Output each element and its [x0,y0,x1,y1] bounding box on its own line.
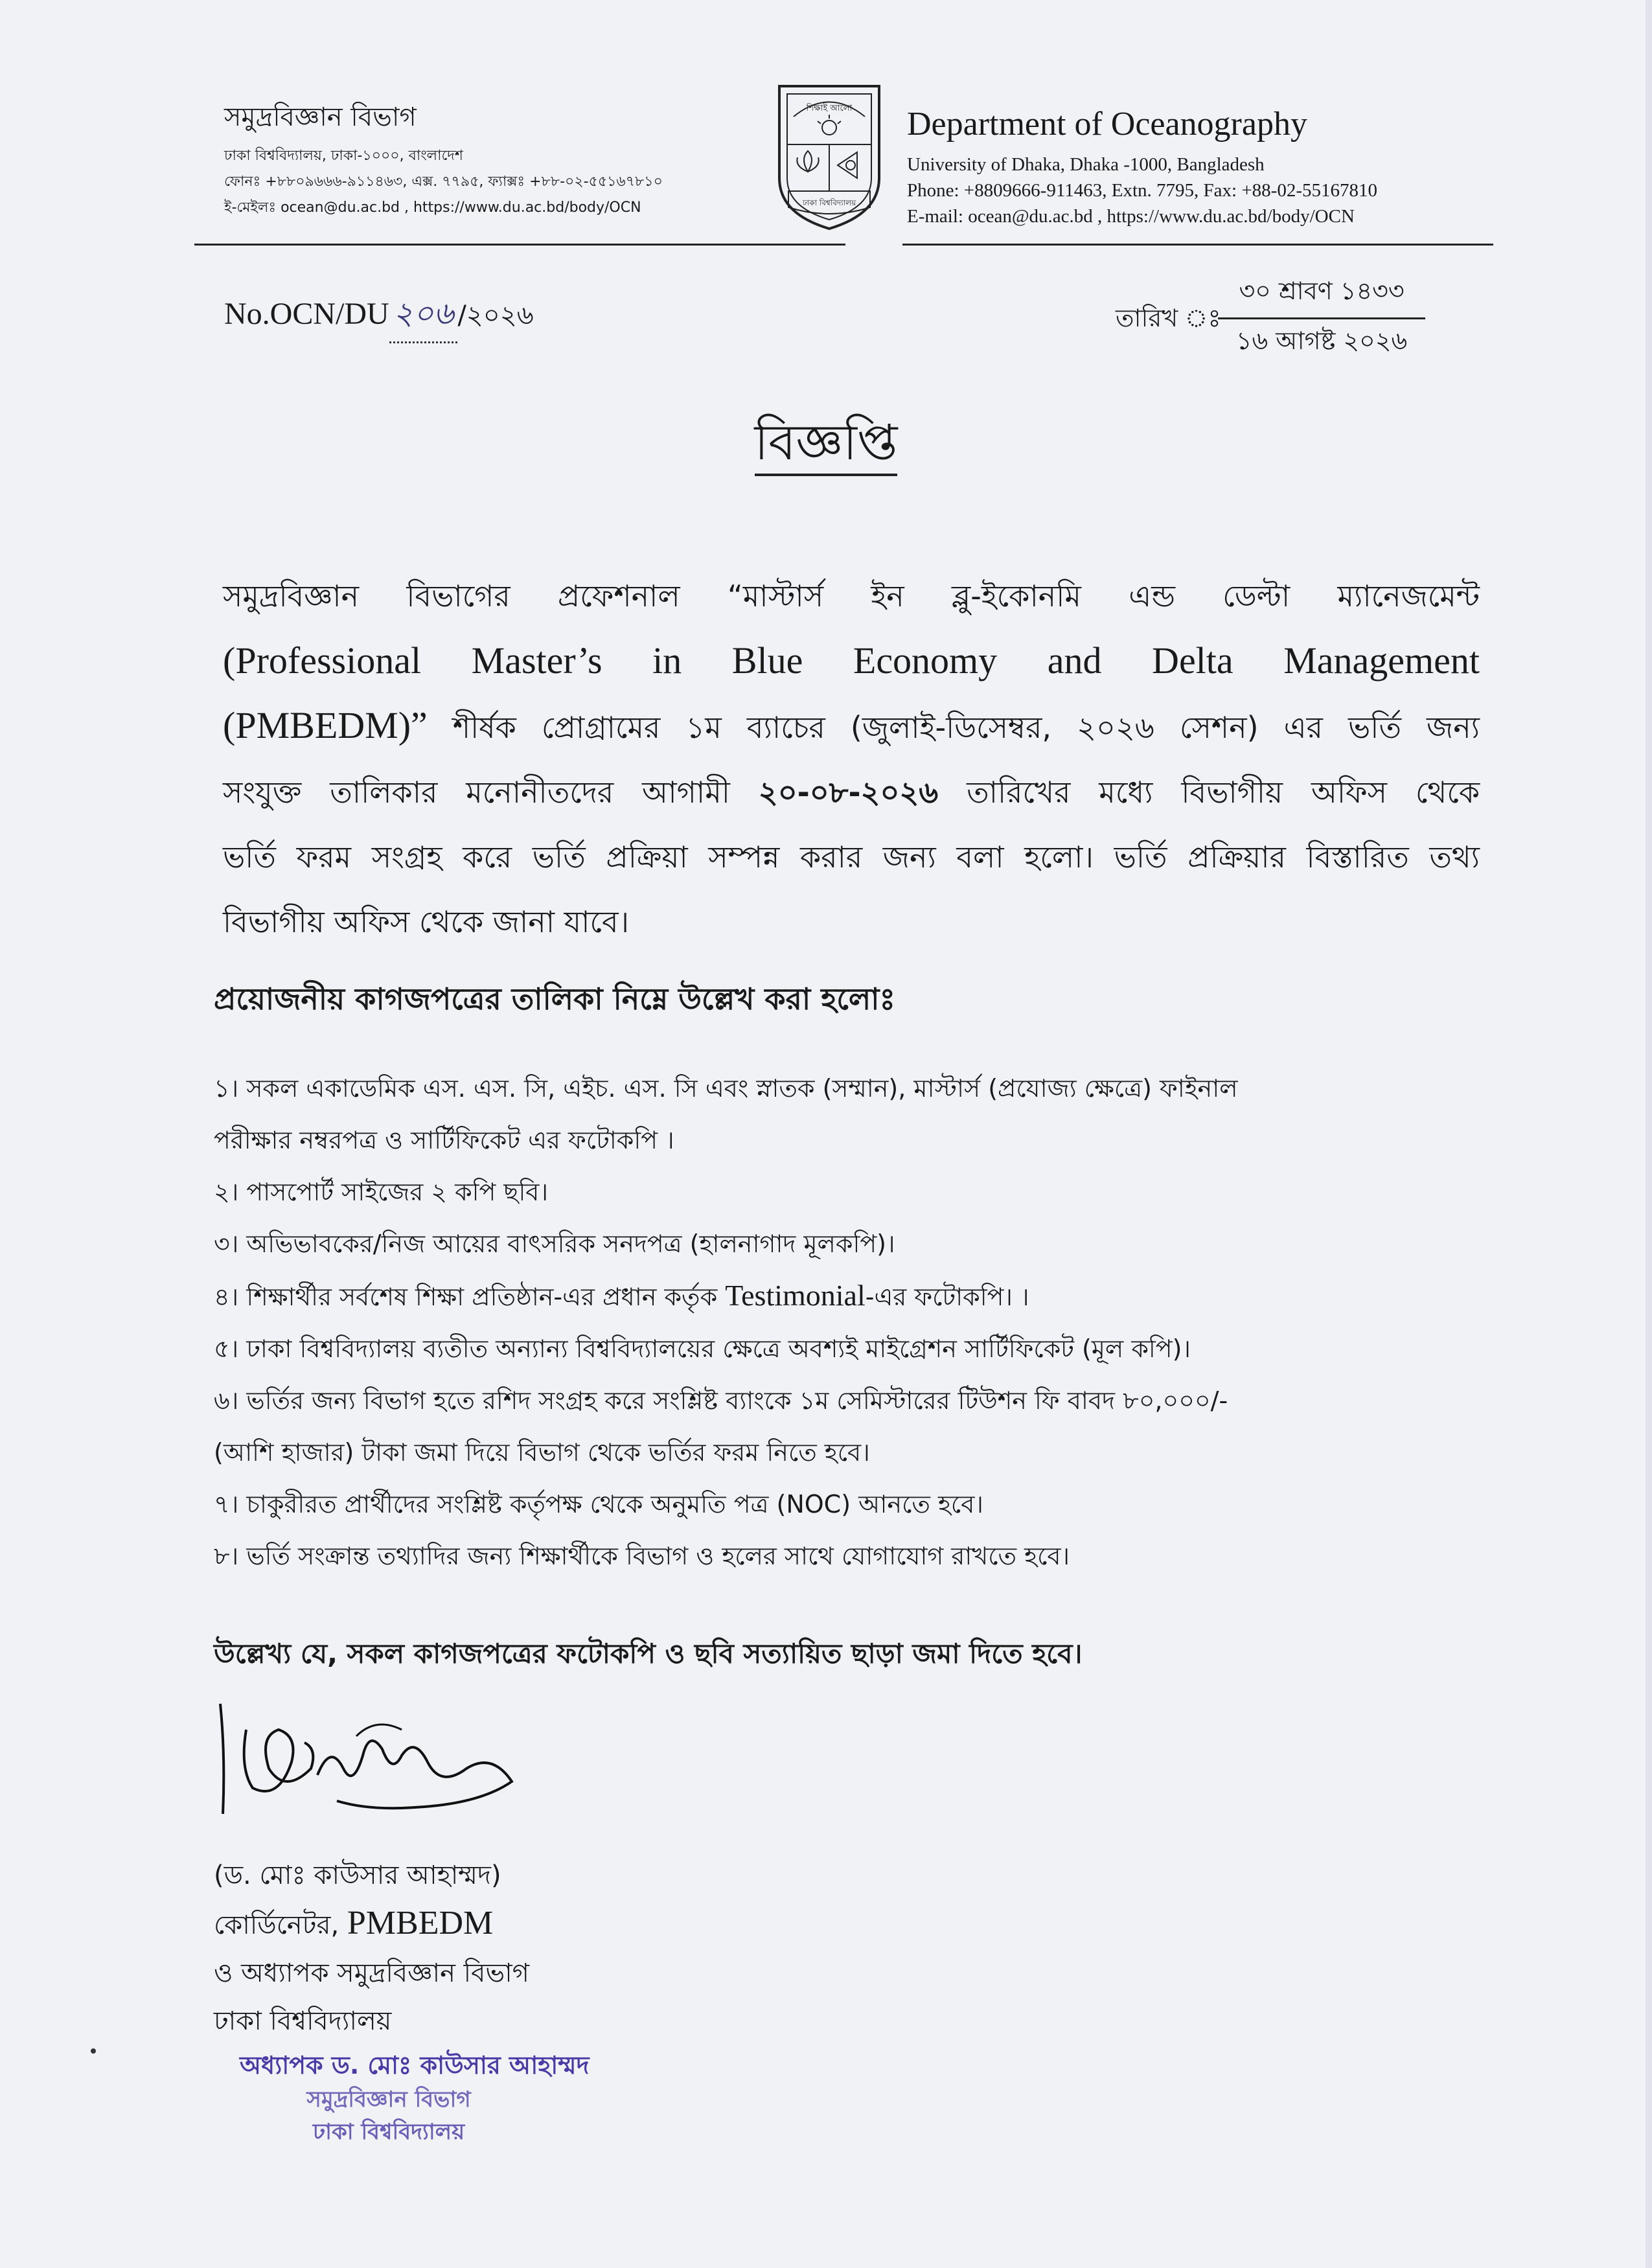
signatory-name: (ড. মোঃ কাউসার আহাম্মদ) [214,1861,501,1890]
phone-bn: ফোনঃ +৮৮০৯৬৬৬-৯১১৪৬৩, এক্স. ৭৭৯৫, ফ্যাক্সঃ +৮৮-০২-৫৫১৬৭৮১০ [224,174,663,190]
list-item: ৩। অভিভাবকের/নিজ আয়ের বাৎসরিক সনদপত্র (হালনাগাদ মূলকপি)। [214,1230,895,1258]
logo-university-name: ঢাকা বিশ্ববিদ্যালয় [802,198,856,207]
body-line-1: সমুদ্রবিজ্ঞান বিভাগের প্রফেশনাল “মাস্টার্স ইন ব্লু-ইকোনমি এন্ড ডেল্টা ম্যানেজমেন্ট [223,578,1480,613]
requirements-list [214,1062,1458,1582]
body-line-4-start: সংযুক্ত তালিকার মনোনীতদের আগামী [223,775,759,810]
signatory-university: ঢাকা বিশ্ববিদ্যালয় [214,2006,392,2036]
list-item: ৫। ঢাকা বিশ্ববিদ্যালয় ব্যতীত অন্যান্য বিশ্ববিদ্যালয়ের ক্ষেত্রে অবশ্যই মাইগ্রেশন সার্টিফিকেট (মূল কপি)। [214,1334,1191,1363]
list-item: ১। সকল একাডেমিক এস. এস. সি, এইচ. এস. সি এবং স্নাতক (সম্মান), মাস্টার্স (প্রযোজ্য ক্ষেত্রে) ফাইনাল [214,1074,1238,1103]
list-item: (আশি হাজার) টাকা জমা দিয়ে বিভাগ থেকে ভর্তির ফরম নিতে হবে। [214,1438,870,1467]
attestation-note: উল্লেখ্য যে, সকল কাগজপত্রের ফটোকপি ও ছবি সত্যায়িত ছাড়া জমা দিতে হবে। [214,1638,1083,1669]
requirements-heading: প্রয়োজনীয় কাগজপত্রের তালিকা নিম্নে উল্লেখ করা হলোঃ [214,981,896,1016]
reference-number [224,290,534,343]
list-item-text: -এর ফটোকপি। । [865,1283,1029,1311]
reference-year: /২০২৬ [457,301,534,330]
notice-title-text: বিজ্ঞপ্তি [755,413,898,476]
list-item: ২। পাসপোর্ট সাইজের ২ কপি ছবি। [214,1178,549,1206]
bangla-date: ৩০ শ্রাবণ ১৪৩৩ [1218,272,1425,319]
department-name-bn: সমুদ্রবিজ্ঞান বিভাগ [224,102,417,132]
ink-dot [91,2048,96,2054]
program-acronym: (PMBEDM)” [223,704,428,746]
stamp-line-3: ঢাকা বিশ্ববিদ্যালয় [312,2119,465,2145]
list-item: পরীক্ষার নম্বরপত্র ও সার্টিফিকেট এর ফটোকপি । [214,1126,674,1154]
body-line-3 [223,693,1480,760]
list-item: ৭। চাকুরীরত প্রার্থীদের সংশ্লিষ্ট কর্তৃপক্ষ থেকে অনুমতি পত্র (NOC) আনতে হবে। [214,1490,983,1518]
list-item: ৮। ভর্তি সংক্রান্ত তথ্যাদির জন্য শিক্ষার্থীকে বিভাগ ও হলের সাথে যোগাযোগ রাখতে হবে। [214,1542,1070,1570]
signatory-block [214,1851,529,2045]
deadline-date: ২০-০৮-২০২৬ [758,775,939,810]
notice-body [223,564,1480,954]
stamp-line-2: সমুদ্রবিজ্ঞান বিভাগ [306,2087,471,2113]
testimonial-word: Testimonial [725,1279,866,1312]
university-logo [774,81,884,233]
reference-handwritten-number: ২০৬ [389,290,458,343]
header-english [907,105,1555,229]
email-bn: ই-মেইলঃ ocean@du.ac.bd , https://www.du.ac.bd/body/OCN [224,200,641,216]
email-en: E-mail: ocean@du.ac.bd , https://www.du.ac.bd/body/OCN [907,206,1355,227]
list-item: ৬। ভর্তির জন্য বিভাগ হতে রশিদ সংগ্রহ করে সংশ্লিষ্ট ব্যাংকে ১ম সেমিস্টারের টিউশন ফি বাবদ ৮০,০০০/- [214,1386,1228,1415]
list-item [214,1270,1458,1323]
signatory-role-bn: কোর্ডিনেটর, [214,1910,347,1940]
english-date: ১৬ আগষ্ট ২০২৬ [1235,326,1408,355]
header-bangla [224,100,742,221]
phone-en: Phone: +8809666-911463, Extn. 7795, Fax: +88-02-55167810 [907,180,1377,201]
body-line-5: ভর্তি ফরম সংগ্রহ করে ভর্তি প্রক্রিয়া সম্পন্ন করার জন্য বলা হলো। ভর্তি প্রক্রিয়ার বিস্তারিত তথ্য [223,840,1480,875]
handwritten-signature [207,1691,531,1827]
signatory-role-en: PMBEDM [347,1905,494,1942]
stamp-line-1: অধ্যাপক ড. মোঃ কাউসার আহাম্মদ [240,2051,590,2079]
body-line-3-text: শীর্ষক প্রোগ্রামের ১ম ব্যাচের (জুলাই-ডিসেম্বর, ২০২৬ সেশন) এর ভর্তি জন্য [427,710,1480,745]
signatory-position: ও অধ্যাপক সমুদ্রবিজ্ঞান বিভাগ [214,1958,529,1988]
signatory-role [214,1899,529,1949]
address-bn: ঢাকা বিশ্ববিদ্যালয়, ঢাকা-১০০০, বাংলাদেশ [224,148,463,164]
body-line-4 [223,760,1480,825]
body-line-4-end: তারিখের মধ্যে বিভাগীয় অফিস থেকে [938,775,1480,810]
header-divider-left [194,244,845,246]
body-line-6: বিভাগীয় অফিস থেকে জানা যাবে। [223,904,630,939]
date-block [1218,272,1425,363]
scan-edge [1646,0,1652,2268]
address-en: University of Dhaka, Dhaka -1000, Bangladesh [907,154,1265,175]
list-item-text: ৪। শিক্ষার্থীর সর্বশেষ শিক্ষা প্রতিষ্ঠান-এর প্রধান কর্তৃক [214,1283,726,1311]
official-stamp [240,2047,590,2148]
header-divider-right [902,244,1493,246]
notice-title [0,405,1652,487]
date-label: তারিখ ঃ [1116,304,1221,332]
reference-prefix: No.OCN/DU [224,297,389,331]
department-name-en: Department of Oceanography [907,106,1307,143]
logo-motto: শিক্ষাই আলো [806,104,853,113]
body-line-2: (Professional Master’s in Blue Economy and Delta Management [223,639,1480,682]
